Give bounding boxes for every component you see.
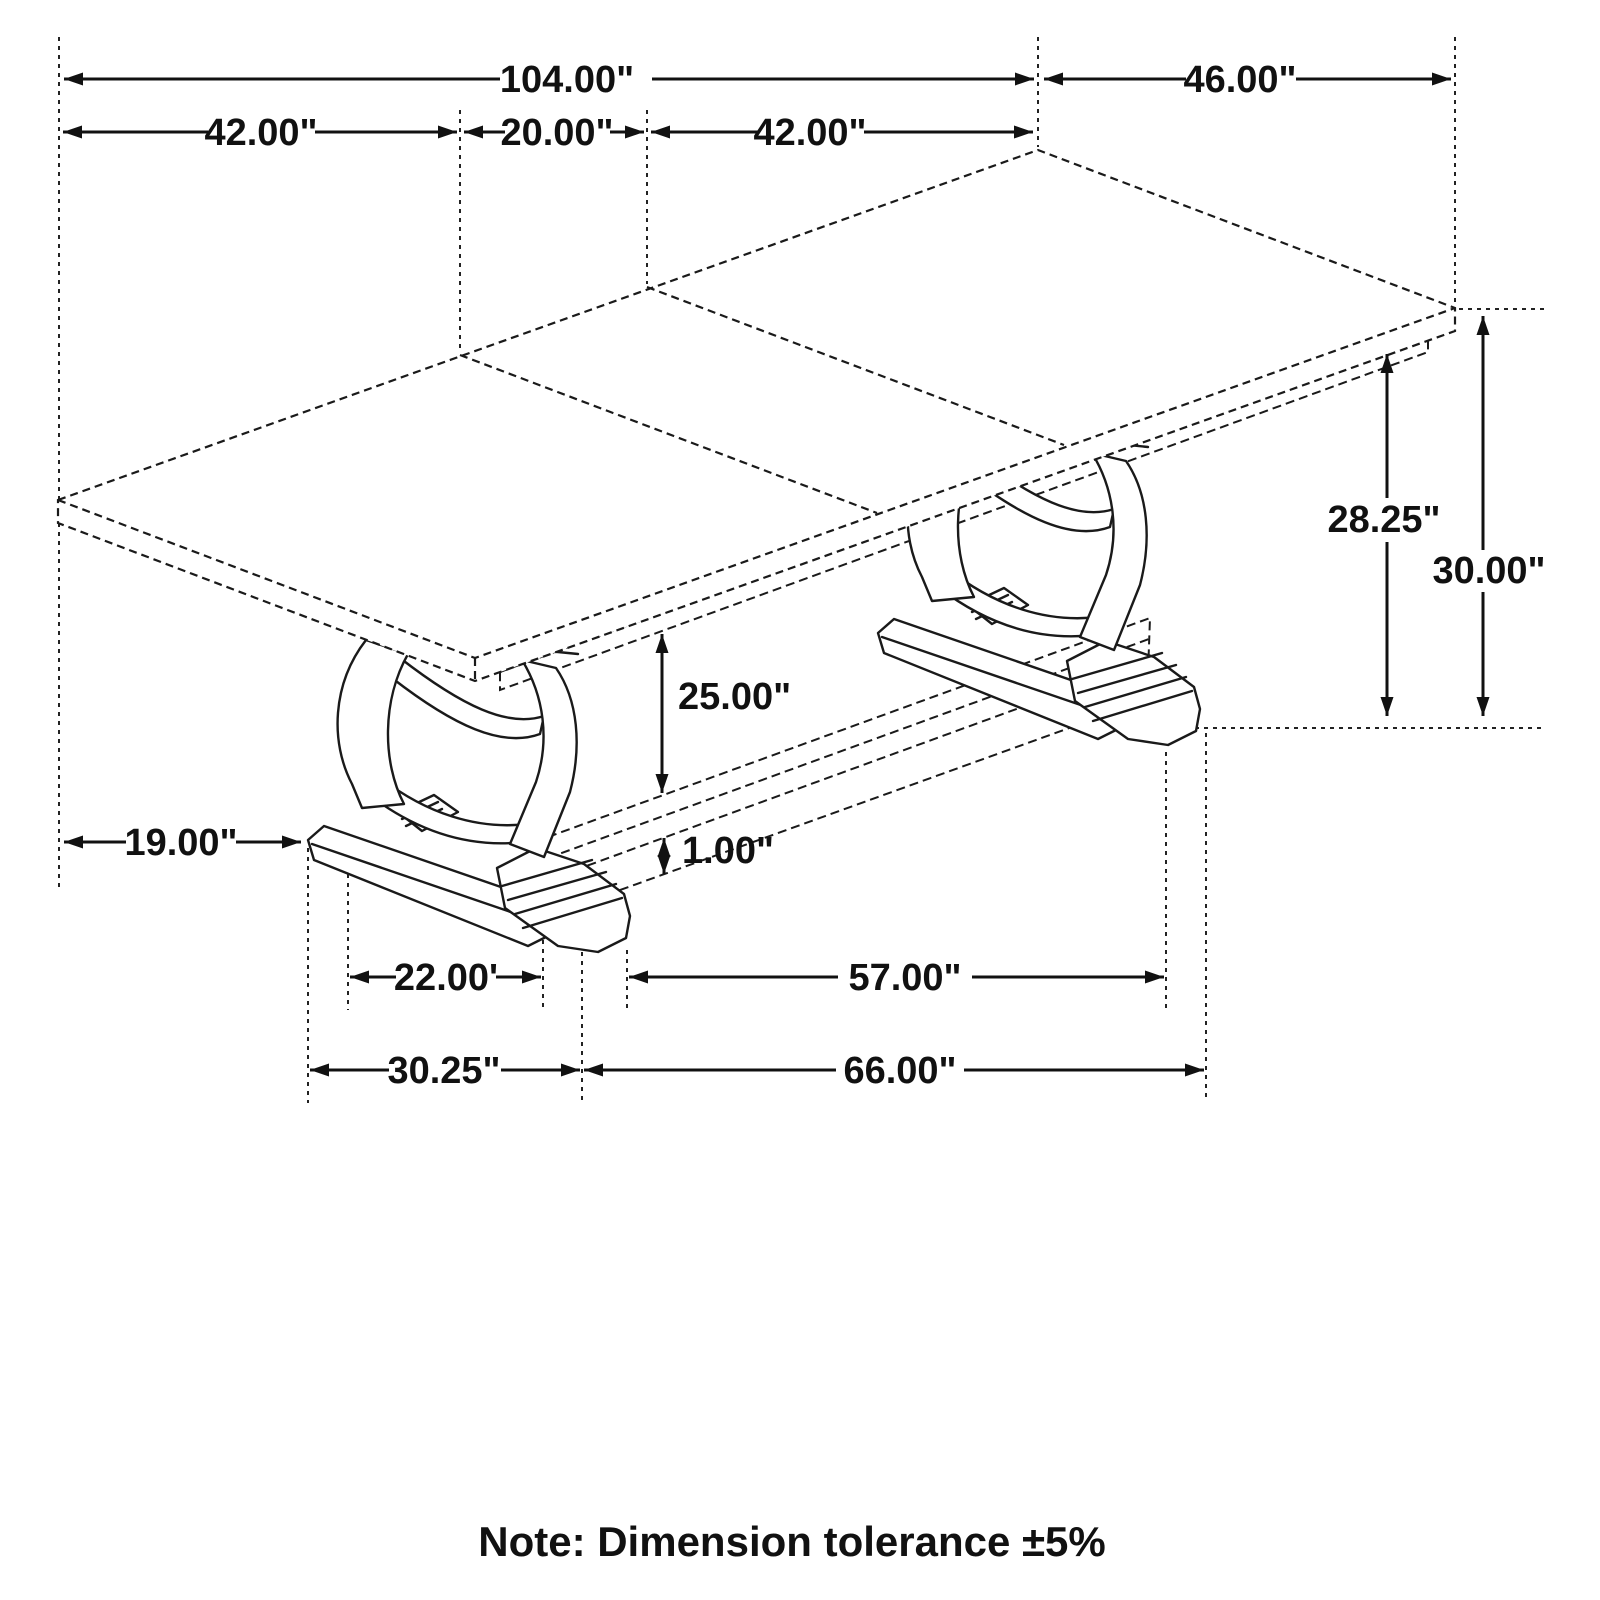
dim-feet-clearance [629,957,1164,999]
dim-leaf-left [63,112,457,154]
dim-leaf-center-label: 20.00" [500,112,614,154]
dim-overall-length [64,59,1034,101]
tolerance-note: Note: Dimension tolerance ±5% [478,1518,1106,1565]
pedestal-base-left [308,632,630,952]
dim-foot-length [350,957,541,999]
dim-leaf-right [651,112,1033,154]
dim-top-overhang-label: 19.00" [124,822,238,864]
dim-foot-length-label: 22.00' [393,957,499,999]
dim-apron-to-stretcher-label: 25.00" [678,676,792,718]
dim-table-width-label: 46.00" [1183,59,1297,101]
dim-base-length [584,1050,1204,1092]
dim-stretcher-thickness-label: 1.00" [682,830,774,872]
dim-leaf-center [464,112,644,154]
dim-floor-to-apron-label: 28.25" [1327,499,1441,541]
dim-feet-clearance-label: 57.00" [848,957,962,999]
dim-leaf-left-label: 42.00" [204,112,318,154]
dim-foot-span-label: 30.25" [387,1050,501,1092]
dim-top-overhang [64,822,301,864]
dim-overall-length-label: 104.00" [499,59,635,101]
dim-foot-span [310,1050,580,1092]
dim-base-length-label: 66.00" [843,1050,957,1092]
dim-leaf-right-label: 42.00" [753,112,867,154]
stretcher [548,618,1150,916]
dim-table-width [1044,59,1451,101]
dim-table-height [1432,316,1545,716]
dim-floor-to-apron [1327,354,1440,716]
dim-table-height-label: 30.00" [1432,550,1546,592]
